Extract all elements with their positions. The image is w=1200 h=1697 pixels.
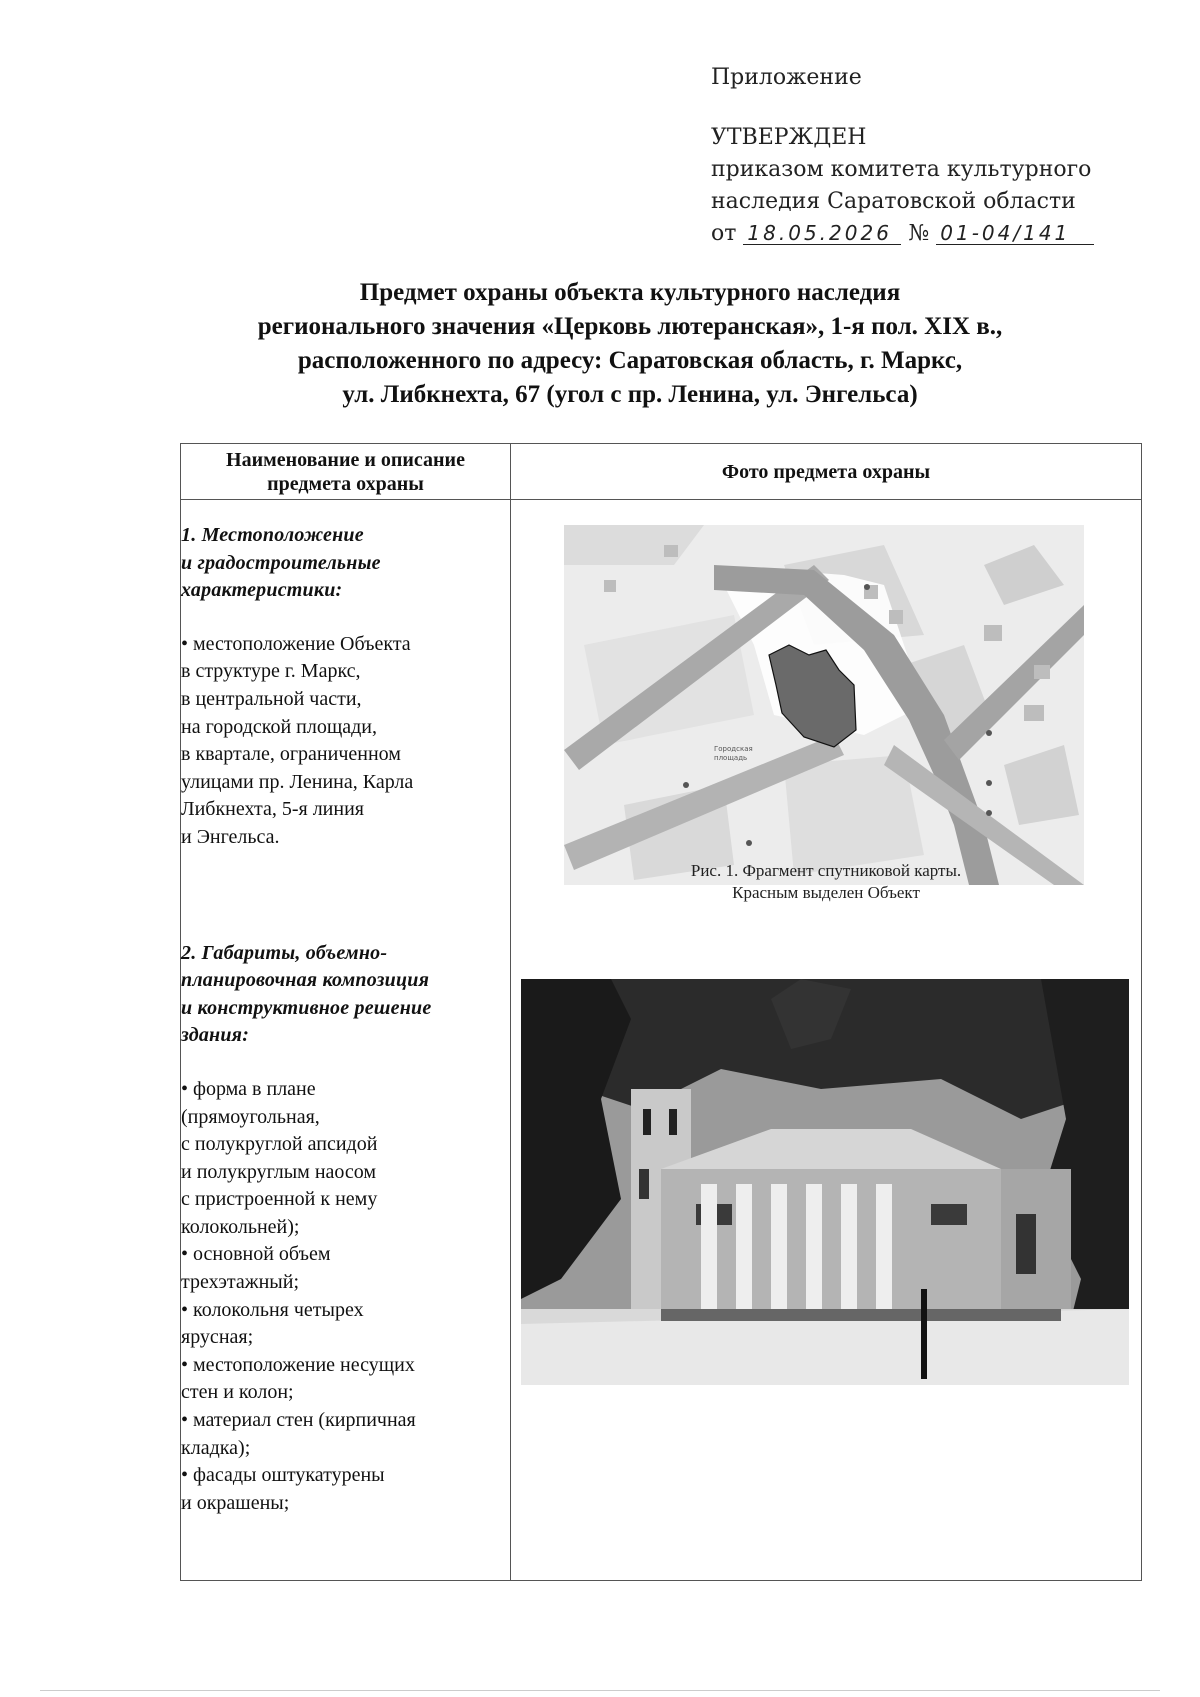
- description-cell: [181, 500, 511, 1581]
- map-label-square-1: Городская: [714, 745, 753, 753]
- map-caption: Рис. 1. Фрагмент спутниковой карты. Красным выделен Объект: [690, 861, 962, 902]
- section-2-text: • форма в плане (прямоугольная, с полукруглой апсидой и полукруглым наосом с пристроенной к нему колокольней); • основной объем трехэтажный; • колокольня четырех ярусная; • местоположение несущих стен и колон; • материал стен (кирпичная кладка); • фасады оштукатурены и окрашены;: [181, 1077, 416, 1514]
- title-line-1: Предмет охраны объекта культурного наследия: [359, 279, 901, 306]
- photo-cell: [511, 500, 1142, 1581]
- satellite-map-image: [564, 525, 1084, 885]
- appendix-label: Приложение: [711, 65, 862, 90]
- approval-date-number: [711, 218, 1151, 250]
- header-photo: Фото предмета охраны: [511, 444, 1142, 500]
- from-label: от: [711, 221, 737, 246]
- table-header-row: [181, 444, 1142, 500]
- handwritten-date: 18.05.2026: [743, 222, 901, 245]
- document-title: [180, 276, 1080, 412]
- footer-rule: [40, 1690, 1160, 1691]
- approval-order-line-2: наследия Саратовской области: [711, 189, 1076, 214]
- section-1-title: 1. Местоположение и градостроительные характеристики:: [181, 524, 381, 602]
- title-line-4: ул. Либкнехта, 67 (угол с пр. Ленина, ул. Энгельса): [342, 381, 918, 408]
- protection-subject-table: [180, 443, 1142, 1581]
- handwritten-number: 01-04/141: [936, 222, 1094, 245]
- approved-label: УТВЕРЖДЕН: [711, 125, 867, 150]
- church-photo: [521, 979, 1129, 1385]
- title-line-2: регионального значения «Церковь лютеранская», 1-я пол. XIX в.,: [257, 313, 1003, 340]
- table-content-row: [181, 500, 1142, 1581]
- section-2: [181, 940, 510, 1518]
- section-1: [181, 522, 510, 852]
- approval-block: [711, 62, 1151, 250]
- section-1-text: • местоположение Объекта в структуре г. Маркс, в центральной части, на городской площади, в квартале, ограниченном улицами пр. Ленина, Карла Либкнехта, 5-я линия и Энгельса.: [181, 632, 414, 848]
- section-2-title: 2. Габариты, объемно- планировочная композиция и конструктивное решение здания:: [181, 941, 432, 1047]
- title-line-3: расположенного по адресу: Саратовская область, г. Маркс,: [297, 347, 963, 374]
- number-label: №: [908, 221, 930, 246]
- approval-order-line-1: приказом комитета культурного: [711, 157, 1092, 182]
- map-label-square-2: площадь: [714, 754, 748, 762]
- header-description: Наименование и описание предмета охраны: [181, 444, 511, 500]
